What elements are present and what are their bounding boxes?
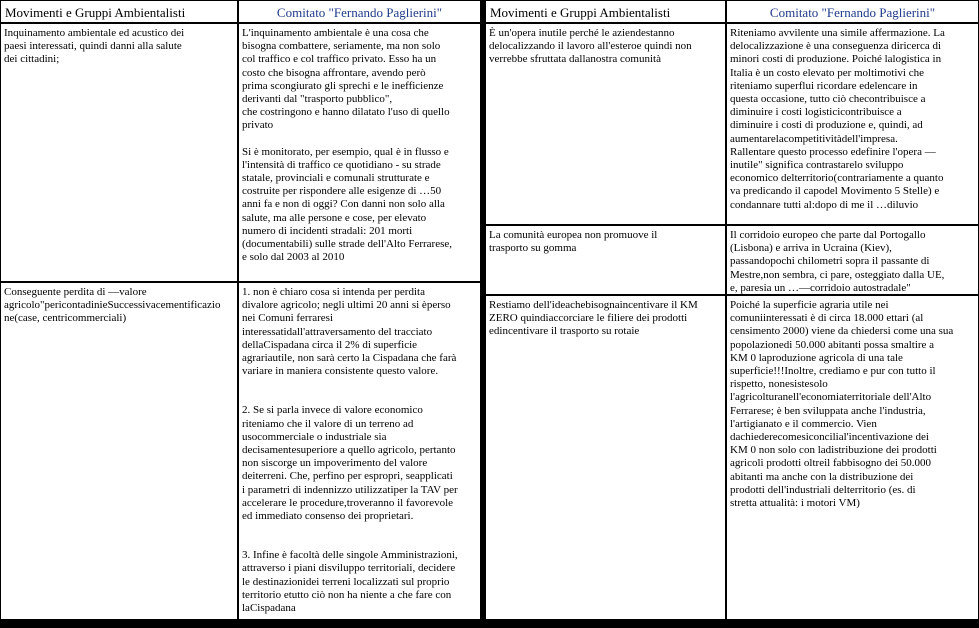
text-line: diminuire i costi logisticicontribuisce a [730, 106, 902, 119]
row1-committee-cell [239, 24, 480, 281]
paragraph-gap [242, 133, 476, 146]
text-line: passandopochi chilometri sopra il passante di [730, 255, 930, 268]
text-line: prodotti dell'industriali delterritorio (es. di [730, 483, 916, 496]
text-line: aumentarelacompetitivitàdell'impresa. [730, 132, 898, 145]
text-line: l'artigianato e il commercio. Vien [730, 417, 877, 430]
text-line: e, paresia un …—corridoio autostradale" [730, 281, 911, 294]
text-line: Riteniamo avvilente una simile affermazione. La [730, 27, 945, 39]
text-line: Rallentare questo processo edefinire l'opera — [730, 145, 936, 158]
text-line: Si è monitorato, per esempio, qual è in flusso e [242, 145, 449, 158]
text-line: salute, ma alle persone e cose, per elevato [242, 211, 427, 224]
text-line: ed immediato consenso dei proprietari. [242, 510, 414, 523]
text-line: i parametri di indennizzo utilizzatiper la TAV per [242, 483, 458, 496]
text-line: Restiamo dell'ideachebisognaincentivare il KM [489, 299, 698, 311]
text-line: stretta attualità: i motori VM) [730, 497, 860, 510]
text-line: dachiederecomesiconcilial'incentivazione dei [730, 431, 929, 444]
text-line: Il corridoio europeo che parte dal Portogallo [730, 229, 926, 241]
text-line: e solo dal 2003 al 2010 [242, 251, 345, 264]
text-line: comuniinteressati è di circa 18.000 ettari (al [730, 312, 924, 325]
paragraph [242, 404, 476, 523]
text-line: col traffico e col traffico privato. Esso ha un [242, 53, 437, 66]
text-line: laCispadana [242, 602, 296, 615]
text-line: decisamentesuperiore a quello agricolo, pertanto [242, 444, 456, 457]
text-line: costo che bisogna affrontare, avendo però [242, 66, 426, 79]
text-line: inutile" significa contrastarelo sviluppo [730, 159, 904, 172]
text-line: questa occasione, tutto ciò checontribuisce a [730, 93, 926, 106]
text-line: agrariautile, non sarà certo la Cispadana che farà [242, 352, 457, 365]
text-line: costruite per rispondere alle esigenze di …50 [242, 185, 442, 198]
row3-movements-cell [486, 296, 725, 619]
text-line: dellaCispadana circa il 2% di superficie [242, 338, 418, 351]
text-line: l'intensità di traffico ce quotidiano - su strade [242, 158, 441, 171]
text-line: paesi interessati, quindi danni alla salute [4, 40, 182, 53]
text-line: interessatidall'attraversamento del tracciato [242, 325, 433, 338]
paragraph [242, 146, 476, 265]
text-line: abitanti ma anche con la distribuzione dei [730, 470, 914, 483]
header-committee: Comitato "Fernando Paglierini" [727, 1, 978, 22]
paragraph-gap [242, 523, 476, 549]
paragraph [730, 299, 974, 510]
text-line: non siscorge un impoverimento del valore [242, 457, 428, 470]
text-line: l'agricolturanell'economiaterritoriale dell'Alto [730, 391, 932, 404]
row2-movements-cell [486, 226, 725, 294]
text-line: derivanti dal "trasporto pubblico", [242, 93, 393, 106]
text-line: La comunità europea non promuove il [489, 229, 658, 241]
header-committee: Comitato "Fernando Paglierini" [239, 1, 480, 22]
paragraph [730, 229, 974, 294]
text-line: anni fa e non di oggi? Con danni non solo alla [242, 198, 445, 211]
text-line: delocalizzazione è una conseguenza diricerca di [730, 40, 942, 53]
text-line: (documentabili) sulle strade dell'Alto Ferrarese, [242, 238, 452, 251]
text-line: Italia è un costo elevato per moltimotivi che [730, 66, 924, 79]
text-line: L'inquinamento ambientale è una cosa che [242, 27, 429, 39]
row1-movements-cell [1, 24, 237, 281]
text-line: KM 0 laproduzione agricola di una tale [730, 351, 903, 364]
paragraph-gap [242, 378, 476, 404]
text-line: Inquinamento ambientale ed acustico dei [4, 27, 185, 39]
text-line: riteniamo superflui ricordare edelencare in [730, 79, 918, 92]
left-comparison-table [0, 0, 481, 620]
text-line: agricoli prodotti oltreil fabbisogno dei 50.000 [730, 457, 932, 470]
text-line: 1. non è chiaro cosa si intenda per perdita [242, 286, 425, 298]
text-line: nei Comuni ferraresi [242, 312, 334, 325]
text-line: Ferrarese; è ben sviluppata anche l'industria, [730, 404, 926, 417]
paragraph [730, 27, 974, 212]
text-line: usocommerciale o industriale sia [242, 430, 387, 443]
header-movements: Movimenti e Gruppi Ambientalisti [486, 1, 725, 22]
text-line: minori costi di produzione. Poiché lalogistica in [730, 53, 942, 66]
text-line: popolazionedi 50.000 abitanti possa smaltire a [730, 338, 935, 351]
text-line: riteniamo che il valore di un terreno ad [242, 417, 414, 430]
row2-committee-cell [239, 283, 480, 619]
text-line: ne(case, centricommerciali) [4, 312, 127, 325]
paragraph [242, 286, 476, 378]
text-line: 2. Se si parla invece di valore economico [242, 404, 423, 417]
paragraph [242, 27, 476, 133]
text-line: agricolo"pericontadinieSuccessivacementificazio [4, 299, 221, 312]
text-line: deiterreni. Che, perfino per espropri, seapplicati [242, 470, 453, 483]
header-movements: Movimenti e Gruppi Ambientalisti [1, 1, 237, 22]
text-line: condannare tutti al:dopo di me il …diluvio [730, 198, 919, 211]
text-line: Conseguente perdita di —valore [4, 286, 147, 298]
text-line: prima scongiurato gli sprechi e le inefficienze [242, 79, 444, 92]
text-line: attraverso i piani disviluppo territoriali, decidere [242, 562, 456, 575]
row2-committee-cell [727, 226, 978, 294]
text-line: KM 0 non solo con ladistribuzione dei prodotti [730, 444, 937, 457]
text-line: 3. Infine è facoltà delle singole Amministrazioni, [242, 549, 458, 562]
text-line: che costringono e hanno dilatato l'uso di quello [242, 106, 450, 119]
row3-committee-cell [727, 296, 978, 619]
text-line: accelerare le procedure,troveranno il favorevole [242, 496, 454, 509]
text-line: diminuire i costi di produzione e, quindi, ad [730, 119, 923, 132]
text-line: economico delterritorio(contrariamente a quanto [730, 172, 944, 185]
right-comparison-table [485, 0, 979, 620]
text-line: delocalizzando il lavoro all'esteroe quindi non [489, 40, 692, 53]
text-line: censimento 2000) viene da chiedersi come una sua [730, 325, 954, 338]
text-line: trasporto su gomma [489, 242, 577, 255]
text-line: territorio etutto ciò non ha niente a che fare con [242, 588, 452, 601]
row2-movements-cell [1, 283, 237, 619]
text-line: Poiché la superficie agraria utile nei [730, 299, 889, 311]
text-line: va predicando il capodel Movimento 5 Stelle) e [730, 185, 940, 198]
text-line: (Lisbona) e arriva in Ucraina (Kiev), [730, 242, 892, 255]
text-line: verrebbe sfruttata dallanostra comunità [489, 53, 661, 66]
text-line: statale, provinciali e comunali strutturate e [242, 172, 430, 185]
text-line: edincentivare il trasporto su rotaie [489, 325, 640, 338]
paragraph [242, 549, 476, 615]
text-line: divalore agricolo; negli ultimi 20 anni si èperso [242, 299, 451, 312]
text-line: variare in maniera consistente questo valore. [242, 365, 439, 378]
text-line: rispetto, nonesistesolo [730, 378, 828, 391]
text-line: privato [242, 119, 274, 132]
text-line: È un'opera inutile perché le aziendestanno [489, 27, 675, 39]
text-line: numero di incidenti stradali: 201 morti [242, 224, 413, 237]
row1-committee-cell [727, 24, 978, 224]
text-line: bisogna combattere, seriamente, ma non solo [242, 40, 441, 53]
text-line: ZERO quindiaccorciare le filiere dei prodotti [489, 312, 688, 325]
text-line: dei cittadini; [4, 53, 60, 66]
text-line: Mestre,non sembra, ci pare, osteggiato dalla UE, [730, 268, 945, 281]
text-line: superficie!!!Inoltre, crediamo e pur con tutto il [730, 365, 936, 378]
text-line: le destinazionidei terreni localizzati sul proprio [242, 575, 450, 588]
row1-movements-cell [486, 24, 725, 224]
